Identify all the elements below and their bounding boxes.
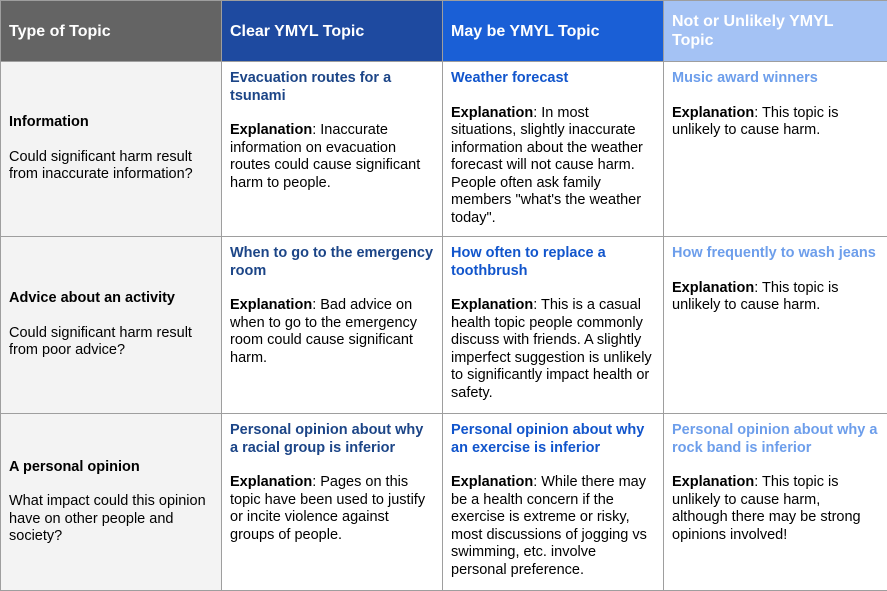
explanation-text: : Bad advice on when to go to the emergency room could cause significant harm. — [230, 297, 417, 366]
example-title: Evacuation routes for a tsunami — [230, 70, 434, 105]
cell-not-ymyl — [664, 414, 887, 591]
table-row — [1, 237, 887, 414]
example-title: Personal opinion about why a rock band is inferior — [672, 422, 879, 457]
explanation-text: : This is a casual health topic people commonly discuss with friends. A slightly imperfect suggestion is unlikely to significantly impact health or safety. — [451, 297, 652, 401]
cell-maybe-ymyl — [443, 62, 664, 237]
explanation-text: : This topic is unlikely to cause harm. — [672, 105, 839, 139]
explanation-label: Explanation — [451, 105, 533, 121]
explanation-label: Explanation — [230, 297, 312, 313]
explanation-label: Explanation — [230, 474, 312, 490]
cell-maybe-ymyl — [443, 237, 664, 414]
header-maybe-ymyl: May be YMYL Topic — [443, 1, 664, 62]
example-title: How frequently to wash jeans — [672, 245, 879, 263]
example-title: When to go to the emergency room — [230, 245, 434, 280]
row-header-advice — [1, 237, 222, 414]
explanation-text: : While there may be a health concern if the exercise is extreme or risky, most discussions of jogging vs swimming, etc. involve personal preference. — [451, 474, 647, 578]
example-title: Music award winners — [672, 70, 879, 88]
explanation-text: : Pages on this topic have been used to justify or incite violence against groups of people. — [230, 474, 425, 543]
row-title: Information — [9, 114, 213, 132]
header-type-of-topic: Type of Topic — [1, 1, 222, 62]
explanation-text: : In most situations, slightly inaccurate information about the weather forecast will not cause harm. People often ask family members "what's the weather today". — [451, 105, 643, 226]
example-title: Weather forecast — [451, 70, 655, 88]
explanation-label: Explanation — [230, 122, 312, 138]
explanation-label: Explanation — [451, 297, 533, 313]
cell-clear-ymyl — [222, 62, 443, 237]
row-header-information — [1, 62, 222, 237]
header-row — [1, 1, 887, 62]
example-title: Personal opinion about why an exercise is inferior — [451, 422, 655, 457]
row-question: What impact could this opinion have on other people and society? — [9, 493, 206, 544]
row-title: A personal opinion — [9, 459, 213, 477]
example-title: How often to replace a toothbrush — [451, 245, 655, 280]
explanation-label: Explanation — [672, 105, 754, 121]
cell-not-ymyl — [664, 62, 887, 237]
cell-not-ymyl — [664, 237, 887, 414]
table-row — [1, 414, 887, 591]
cell-clear-ymyl — [222, 237, 443, 414]
header-not-ymyl: Not or Unlikely YMYL Topic — [664, 1, 887, 62]
cell-maybe-ymyl — [443, 414, 664, 591]
explanation-label: Explanation — [672, 280, 754, 296]
explanation-text: : This topic is unlikely to cause harm, although there may be strong opinions involved! — [672, 474, 861, 543]
explanation-label: Explanation — [672, 474, 754, 490]
header-clear-ymyl: Clear YMYL Topic — [222, 1, 443, 62]
table-row — [1, 62, 887, 237]
explanation-label: Explanation — [451, 474, 533, 490]
explanation-text: : This topic is unlikely to cause harm. — [672, 280, 839, 314]
cell-clear-ymyl — [222, 414, 443, 591]
example-title: Personal opinion about why a racial group is inferior — [230, 422, 434, 457]
row-title: Advice about an activity — [9, 290, 213, 308]
row-header-opinion — [1, 414, 222, 591]
row-question: Could significant harm result from poor advice? — [9, 325, 192, 359]
row-question: Could significant harm result from inaccurate information? — [9, 149, 193, 183]
explanation-text: : Inaccurate information on evacuation routes could cause significant harm to people. — [230, 122, 420, 191]
